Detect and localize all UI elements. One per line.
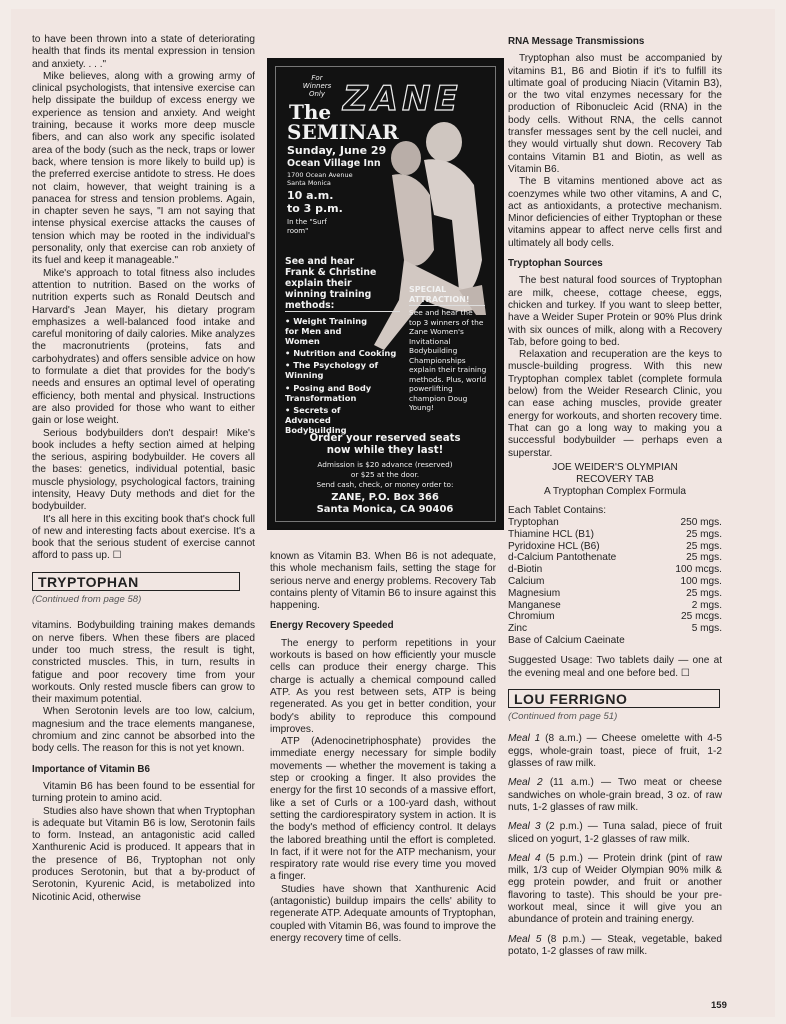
formula-row xyxy=(508,623,722,635)
formula-row xyxy=(508,588,722,600)
meal-label: Meal 3 xyxy=(508,821,541,833)
ad-the: The xyxy=(289,100,332,124)
bullet-weight-training: • Weight Training for Men and Women xyxy=(285,316,368,346)
ingredient-name: Manganese xyxy=(508,599,561,611)
ingredient-name: d-Calcium Pantothenate xyxy=(508,552,617,564)
each-tablet-label: Each Tablet Contains: xyxy=(508,504,607,516)
meal-label: Meal 5 xyxy=(508,933,542,945)
seminar-venue: Ocean Village Inn xyxy=(287,158,381,169)
paragraph: Studies have shown that Xanthurenic Acid (antagonistic) buildup impairs the cells' ability to regenerate ATP. Adequate amounts of Tryptophan, coupled with Vitamin B6, was found to improve the energy recovery time of cells. xyxy=(270,883,496,944)
ingredient-amount: 100 mgs. xyxy=(680,575,722,587)
paragraph: vitamins. Bodybuilding training makes demands on nerve fibers. When these fibers are placed under too much stress, the result is tight, constricted muscles. This, in turn, results in fatigue and poor recovery time from your workouts. Only rested muscle fibers can grow to their maximum potential. xyxy=(32,620,255,706)
meal-list xyxy=(508,733,722,958)
formula-table xyxy=(508,517,722,635)
section-heading: Tryptophan Sources xyxy=(508,258,603,270)
paragraph: When Serotonin levels are too low, calcium, magnesium and the trace elements manganese, chromium and zinc cannot be absorbed into the body cells. The reason for this is not yet known. xyxy=(32,706,255,755)
meal-text: (2 p.m.) — Tuna salad, piece of fruit sliced on yogurt, 1-2 glasses of raw milk. xyxy=(508,821,722,845)
ingredient-name: Thiamine HCL (B1) xyxy=(508,528,595,540)
column-2 xyxy=(270,551,496,945)
see-hear-text: See and hear Frank & Christine explain their winning training methods: xyxy=(285,256,377,311)
paragraph: Vitamin B6 has been found to be essential for turning protein to amino acid. xyxy=(32,780,255,805)
continued-note: (Continued from page 51) xyxy=(508,711,618,723)
page-number: 159 xyxy=(711,1000,727,1011)
admission-door: or $25 at the door. xyxy=(350,470,420,479)
ingredient-amount: 25 mcgs. xyxy=(681,611,722,623)
formula-row xyxy=(508,541,722,553)
lou-ferrigno-title: LOU FERRIGNO xyxy=(508,689,720,708)
bullet-nutrition: • Nutrition and Cooking xyxy=(285,348,397,358)
city-zip: Santa Monica, CA 90406 xyxy=(316,504,454,515)
paragraph: The best natural food sources of Tryptophan are milk, cheese, cottage cheese, eggs, chicken and turkey. If you want to sleep better, have a Weider Super Protein or 90% Plus drink with six ounces of milk, along with a Recovery Tab, before going to bed. xyxy=(508,275,722,348)
seminar-date: Sunday, June 29 xyxy=(287,144,387,157)
paragraph: to have been thrown into a state of deteriorating health that finds its mental expression in tension and anxiety. . . ." xyxy=(32,34,255,70)
section-heading: Energy Recovery Speeded xyxy=(270,620,394,632)
ingredient-name: Tryptophan xyxy=(508,516,559,528)
paragraph: It's all here in this exciting book that's chock full of new and interesting facts about exercise. It's a book that the serious student of exercise cannot afford to pass up. ☐ xyxy=(32,513,255,562)
ingredient-amount: 25 mgs. xyxy=(686,528,722,540)
paragraph: The B vitamins mentioned above act as coenzymes while two other vitamins, A and C, act as antioxidants, a protective mechanism. Minor deficiencies of either Tryptophan or these vitamins appear to affect nerve cells first and ultimately all body cells. xyxy=(508,176,722,249)
po-box: ZANE, P.O. Box 366 xyxy=(331,492,439,503)
ingredient-amount: 25 mgs. xyxy=(686,540,722,552)
meal-item xyxy=(508,934,722,959)
meal-label: Meal 1 xyxy=(508,733,541,745)
column-3 xyxy=(508,36,722,958)
ingredient-amount: 5 mgs. xyxy=(691,623,722,635)
formula-row xyxy=(508,529,722,541)
paragraph: Mike's approach to total fitness also includes attention to nutrition. Based on the works of nutrition experts such as Ronald Deutsch and Harvard's Jean Mayer, his dietary program emphasizes a well-balanced food intake and careful monitoring of daily calories. Mike analyzes the macronutrients (proteins, fats and carbohydrates) and offers sensible advice on how to formulate a diet that provides for the body's needs and ensures an optimal level of operating efficiency, both mental and physical. Instructions are also provided for those who want to either gain or lose weight. xyxy=(32,267,255,427)
formula-row xyxy=(508,611,722,623)
paragraph: Serious bodybuilders don't despair! Mike's book includes a hefty section aimed at helping the serious, aspiring bodybuilder. He covers all the bases: genetics, individual potential, basic muscle physiology, psychological factors, training intensity, Heavy Duty methods and diet for the bodybuilder. xyxy=(32,427,255,513)
tryptophan-title: TRYPTOPHAN xyxy=(32,572,240,591)
special-attraction-text: See and hear the top 3 winners of the Zane Women's Invitational Bodybuilding Championships explain their training methods. Plus, world powerlifting champion Doug Young! xyxy=(409,308,487,412)
formula-base: Base of Calcium Caeinate xyxy=(508,634,625,646)
send-instructions: Send cash, check, or money order to: xyxy=(316,480,454,489)
section-heading: RNA Message Transmissions xyxy=(508,36,645,47)
paragraph: Studies also have shown that when Tryptophan is adequate but Vitamin B6 is low, Serotonin fails to form. Instead, an antagonistic acid called Xanthurenic Acid is produced. It appears that in the presence of B6, Tryptophan not only produces Serotonin, but that a by-product of Serotonin, Kyurenic Acid, is metabolized into Nicotinic Acid, otherwise xyxy=(32,805,255,903)
ingredient-amount: 2 mgs. xyxy=(691,599,722,611)
formula-title: JOE WEIDER'S OLYMPIAN xyxy=(552,461,678,473)
meal-item xyxy=(508,733,722,770)
ingredient-name: Chromium xyxy=(508,611,555,623)
ingredient-amount: 25 mgs. xyxy=(686,587,722,599)
formula-row xyxy=(508,600,722,612)
room-note: In the "Surf room" xyxy=(287,218,327,235)
paragraph: Tryptophan also must be accompanied by vitamins B1, B6 and Biotin if it's to fulfill its ultimate goal of producing Niacin (Vitamin B3), or the two vital enzymes necessary for the production of Ribonucleic Acid (RNA) in the body cells. Without RNA, the cells cannot transfer messages sent by the cell nuclei, and they would virtually shut down. Recovery Tab contains Vitamin B1 and Biotin, as well as Vitamin B6. xyxy=(508,53,722,175)
bullet-secrets: • Secrets of Advanced Bodybuilding xyxy=(285,405,347,435)
zane-seminar-ad xyxy=(267,58,504,530)
meal-item xyxy=(508,777,722,814)
bullet-posing: • Posing and Body Transformation xyxy=(285,383,372,403)
seminar-title: SEMINAR xyxy=(287,120,399,144)
meal-text: (11 a.m.) — Two meat or cheese sandwiches on whole-grain bread, 3 oz. of raw nuts, 1-2 glasses of raw milk. xyxy=(508,777,722,813)
paragraph: The energy to perform repetitions in your workouts is based on how efficiently your muscle cells can produce their energy charge. This charge is actually a chemical compound called ATP. As you rest between sets, ATP is being regenerated. As you get in better condition, your body's ability to reproduce this compound improves. xyxy=(270,637,496,735)
paragraph: Mike believes, along with a growing army of clinical psychologists, that intensive exercise can help dissipate the buildup of excess energy we experience as tension and anxiety. And weight training, because it works more deep muscle fibers, and can also work any specific isolated area of the body (such as the neck, traps or lower back, where tension is more likely to build up) is the preferred exercise antidote to stress. He does not claim, however, that weight training is a panacea for stress and tension problems. Again, in chapter seven he says, "I am not saying that intense physical exercise attacks the causes of tension which may be rooted in the individual's personality, only that exercise can rob anxiety of its fuel and keep it manageable." xyxy=(32,70,255,267)
ingredient-name: Pyridoxine HCL (B6) xyxy=(508,540,600,552)
time-end: to 3 p.m. xyxy=(287,202,343,215)
for-winners-label: For Winners Only xyxy=(302,74,332,98)
address-line-2: Santa Monica xyxy=(287,179,331,187)
section-heading: Importance of Vitamin B6 xyxy=(32,763,150,775)
order-text: Order your reserved seats now while they last! xyxy=(309,433,461,456)
formula-row xyxy=(508,576,722,588)
meal-text: (8 p.m.) — Steak, vegetable, baked potato, 1-2 glasses of raw milk. xyxy=(508,933,723,957)
meal-text: (8 a.m.) — Cheese omelette with 4-5 eggs, whole-grain toast, piece of fruit, 1-2 glasses of raw milk. xyxy=(508,733,722,770)
address-line-1: 1700 Ocean Avenue xyxy=(287,171,353,179)
meal-item xyxy=(508,821,722,846)
bullet-psychology: • The Psychology of Winning xyxy=(285,360,379,380)
meal-label: Meal 2 xyxy=(508,777,543,789)
paragraph: ATP (Adenocinetriphosphate) provides the immediate energy necessary for simple bodily movements — whether the movement is taking a step or crooking a finger. It also provides the energy for the first 10 seconds of a massive effort, like a set of Curls or a 100-yard dash, without setting the cardiorespiratory system in action. It is the body's method of efficiency control. It delays the labored breathing until the effort is completed. In fact, if it were not for the ATP mechanism, your respiratory rate would rise every time you moved a finger. xyxy=(270,736,496,883)
suggested-usage: Suggested Usage: Two tablets daily — one at the evening meal and one before bed. ☐ xyxy=(508,655,722,679)
admission-advance: Admission is $20 advance (reserved) xyxy=(317,460,453,469)
formula-title: RECOVERY TAB xyxy=(576,474,654,486)
paragraph: Relaxation and recuperation are the keys to muscle-building progress. With this new Tryptophan complex tablet (complete formula below) from the Weider Research Clinic, you can ease aching muscles, provide greater energy for workouts, and shorten recovery time. That can go a long way to making you a successful bodybuilder — perhaps even a superstar. xyxy=(508,349,722,459)
magazine-page xyxy=(11,9,775,1017)
ingredient-name: d-Biotin xyxy=(508,564,543,576)
ingredient-amount: 100 mcgs. xyxy=(675,564,722,576)
time-start: 10 a.m. xyxy=(287,189,334,202)
zane-logo: ZANE xyxy=(343,79,462,119)
ingredient-amount: 25 mgs. xyxy=(686,552,722,564)
column-1 xyxy=(32,34,255,904)
meal-label: Meal 4 xyxy=(508,852,541,864)
divider xyxy=(285,311,400,312)
ingredient-name: Magnesium xyxy=(508,587,561,599)
meal-item xyxy=(508,853,722,927)
continued-note: (Continued from page 58) xyxy=(32,594,142,606)
divider xyxy=(409,305,485,306)
formula-row xyxy=(508,517,722,529)
meal-text: (5 p.m.) — Protein drink (pint of raw milk, 1/3 cup of Weider Olympian 90% milk & egg protein powder, and fruit or another flavoring to taste). This should be your pre-workout meal, since it will give you an abundance of protein and training energy. xyxy=(508,852,722,926)
ingredient-name: Calcium xyxy=(508,575,545,587)
formula-subtitle: A Tryptophan Complex Formula xyxy=(544,486,686,498)
formula-row xyxy=(508,564,722,576)
special-attraction-title: SPECIAL ATTRACTION! xyxy=(409,285,470,304)
ingredient-amount: 250 mgs. xyxy=(680,516,722,528)
formula-row xyxy=(508,552,722,564)
paragraph: known as Vitamin B3. When B6 is not adequate, this whole mechanism fails, setting the stage for serious nerve and energy problems. Recovery Tab contains plenty of Vitamin B6 to insure against this happening. xyxy=(270,551,496,612)
ingredient-name: Zinc xyxy=(508,623,528,635)
